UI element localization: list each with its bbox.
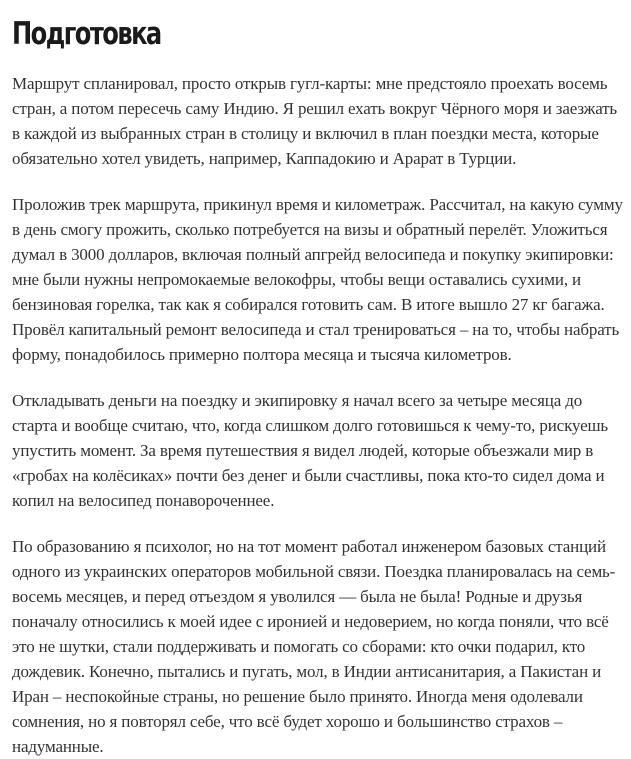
paragraph-route: Маршрут спланировал, просто открыв гугл-карты: мне предстояло проехать восемь стран, а потом пересечь саму Индию. Я решил ехать вокруг Чёрного моря и заезжать в каждой из выбранных стран в столицу и включил в план поездки места, которые обязательно хотел увидеть, например, Каппадокию и Арарат в Турции. <box>12 74 618 168</box>
paragraph-savings: Откладывать деньги на поездку и экипировку я начал всего за четыре месяца до старта и вообще считаю, что, когда слишком долго готовишься к чему-то, рискуешь упустить момент. За время путешествия я видел людей, которые объезжали мир в «гробах на колёсиках» почти без денег и были счастливы, пока кто-то сидел дома и копил на велосипед понавороченнее. <box>12 391 609 510</box>
paragraph-background: По образованию я психолог, но на тот момент работал инженером базовых станций одного из украинских операторов мобильной связи. Поездка планировалась на семь-восемь месяцев, и перед отъездом я уволился — была не была! Родные и друзья поначалу относились к моей идее с иронией и недоверием, но когда поняли, что всё это не шутки, стали поддерживать и помогать со сборами: кто очки подарил, кто дождевик. Конечно, пытались и пугать, мол, в Индии антисанитария, а Пакистан и Иран – неспокойные страны, но решение было принято. Иногда меня одолевали сомнения, но я повторял себе, что всё будет хорошо и большинство страхов – надуманные. <box>12 537 616 756</box>
section-heading: Подготовка <box>12 16 161 52</box>
article <box>12 14 624 759</box>
paragraph-budget: Проложив трек маршрута, прикинул время и километраж. Рассчитал, на какую сумму в день смогу прожить, сколько потребуется на визы и обратный перелёт. Уложиться думал в 3000 долларов, включая полный апгрейд велосипеда и покупку экипировки: мне были нужны непромокаемые велокофры, чтобы вещи оставались сухими, и бензиновая горелка, так как я собирался готовить сам. В итоге вышло 27 кг багажа. Провёл капитальный ремонт велосипеда и стал тренироваться – на то, чтобы набрать форму, понадобилось примерно полтора месяца и тысяча километров. <box>12 195 623 364</box>
